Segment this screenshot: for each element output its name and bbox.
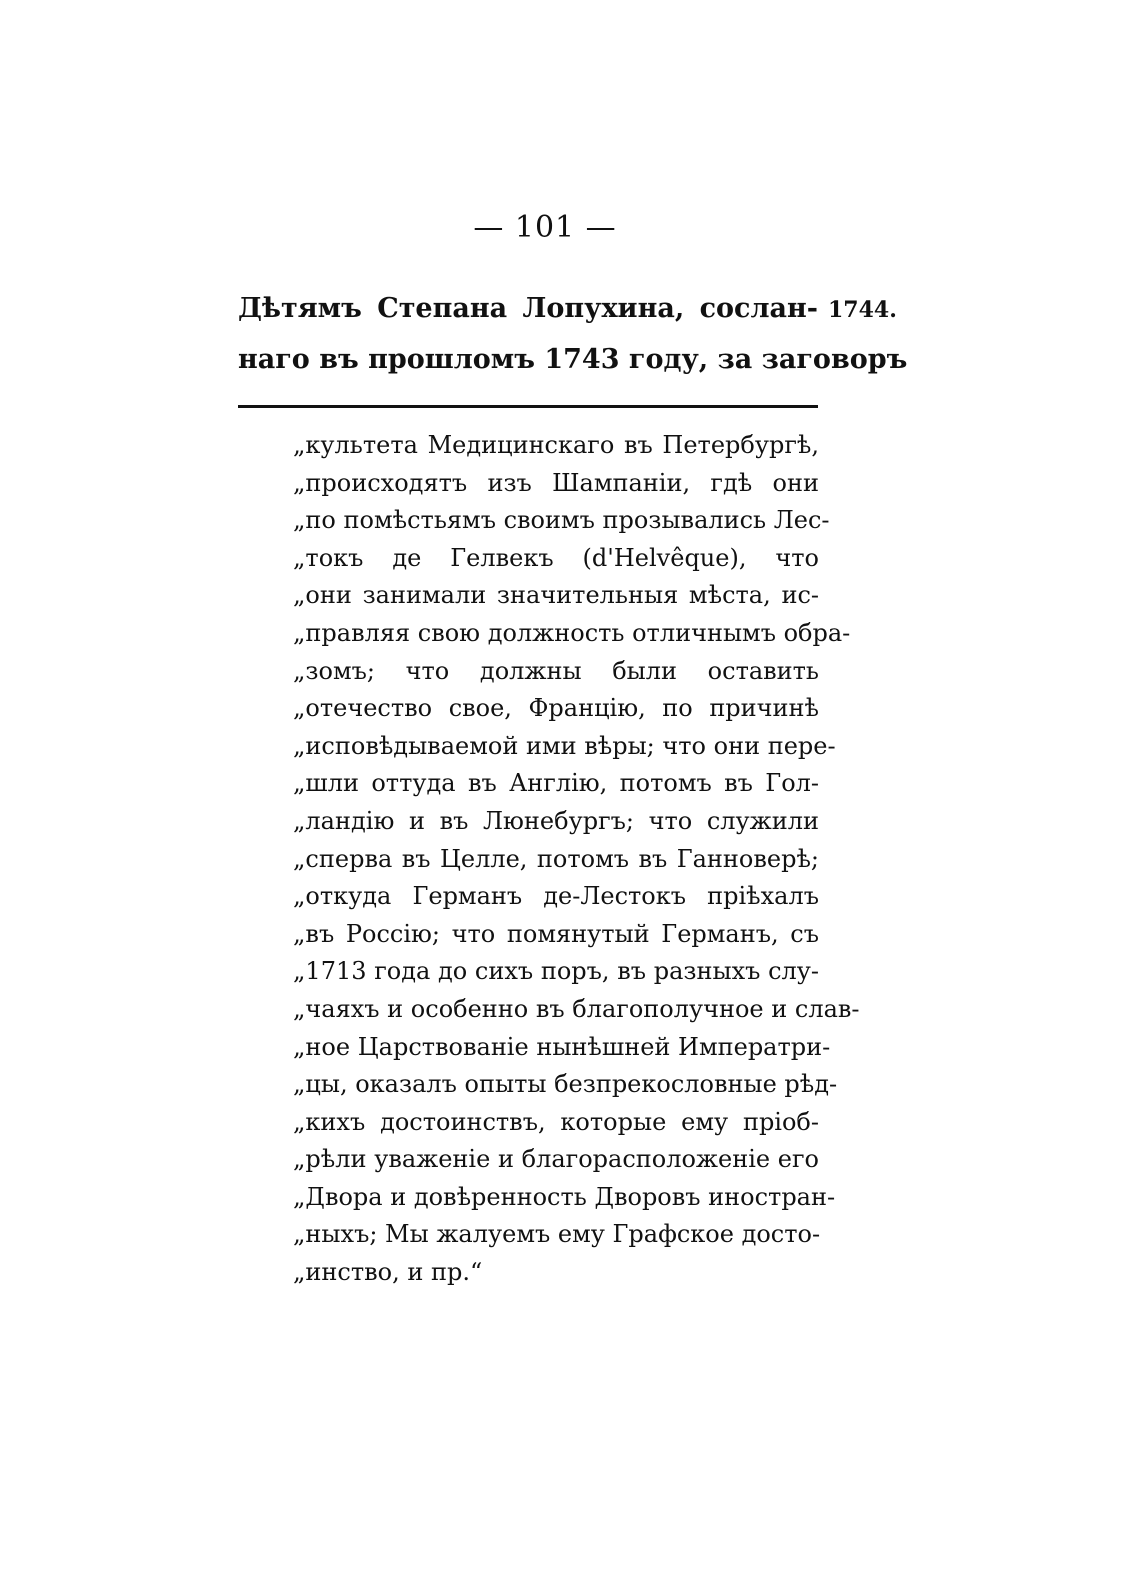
text-line: „исповѣдываемой ими вѣры; что они пере- (293, 731, 836, 760)
text-line-last: „инство, и пр.“ (293, 1258, 483, 1287)
text-line: „цы, оказалъ опыты безпрекословные рѣд- (293, 1070, 838, 1099)
separator-rule (238, 405, 818, 408)
text-line: „въ Россію; что помянутый Германъ, съ (293, 919, 819, 948)
margin-year-note: 1744. (828, 297, 897, 323)
text-line: „токъ де Гелвекъ (d'Helvêque), что (293, 543, 819, 572)
text-line: „ное Царствованіе нынѣшней Императри- (293, 1032, 831, 1061)
text-line: „правляя свою должность отличнымъ обра- (293, 618, 851, 647)
text-line: „ландію и въ Люнебургъ; что служили (293, 806, 819, 835)
text-line: „происходятъ изъ Шампаніи, гдѣ они (293, 468, 819, 497)
text-line: „зомъ; что должны были оставить (293, 656, 819, 685)
text-line: „кихъ достоинствъ, которые ему пріоб- (293, 1107, 819, 1136)
body-text (293, 427, 860, 1292)
text-line: „отечество свое, Францію, по причинѣ (293, 694, 819, 723)
text-line: „они занимали значительныя мѣста, ис- (293, 581, 819, 610)
heading-line-1: Дѣтямъ Степана Лопухина, сослан- (238, 293, 818, 324)
text-line: „культета Медицинскаго въ Петербургѣ, (293, 431, 819, 459)
text-line: „Двора и довѣренность Дворовъ иностран- (293, 1182, 836, 1211)
text-line: „рѣли уваженіе и благорасположеніе его (293, 1145, 819, 1174)
text-line: „ныхъ; Мы жалуемъ ему Графское досто- (293, 1220, 821, 1249)
heading-line-2: наго въ прошломъ 1743 году, за заговоръ (238, 344, 908, 375)
text-line: „шли оттуда въ Англію, потомъ въ Гол- (293, 769, 819, 798)
text-line: „1713 года до сихъ поръ, въ разныхъ слу- (293, 957, 819, 986)
page-number: — 101 — (473, 210, 617, 245)
text-line: „по помѣстьямъ своимъ прозывались Лес- (293, 506, 830, 535)
text-line: „откуда Германъ де-Лестокъ пріѣхалъ (293, 882, 819, 911)
text-line: „чаяхъ и особенно въ благополучное и слав- (293, 994, 860, 1023)
text-line: „сперва въ Целле, потомъ въ Ганноверѣ; (293, 844, 819, 873)
